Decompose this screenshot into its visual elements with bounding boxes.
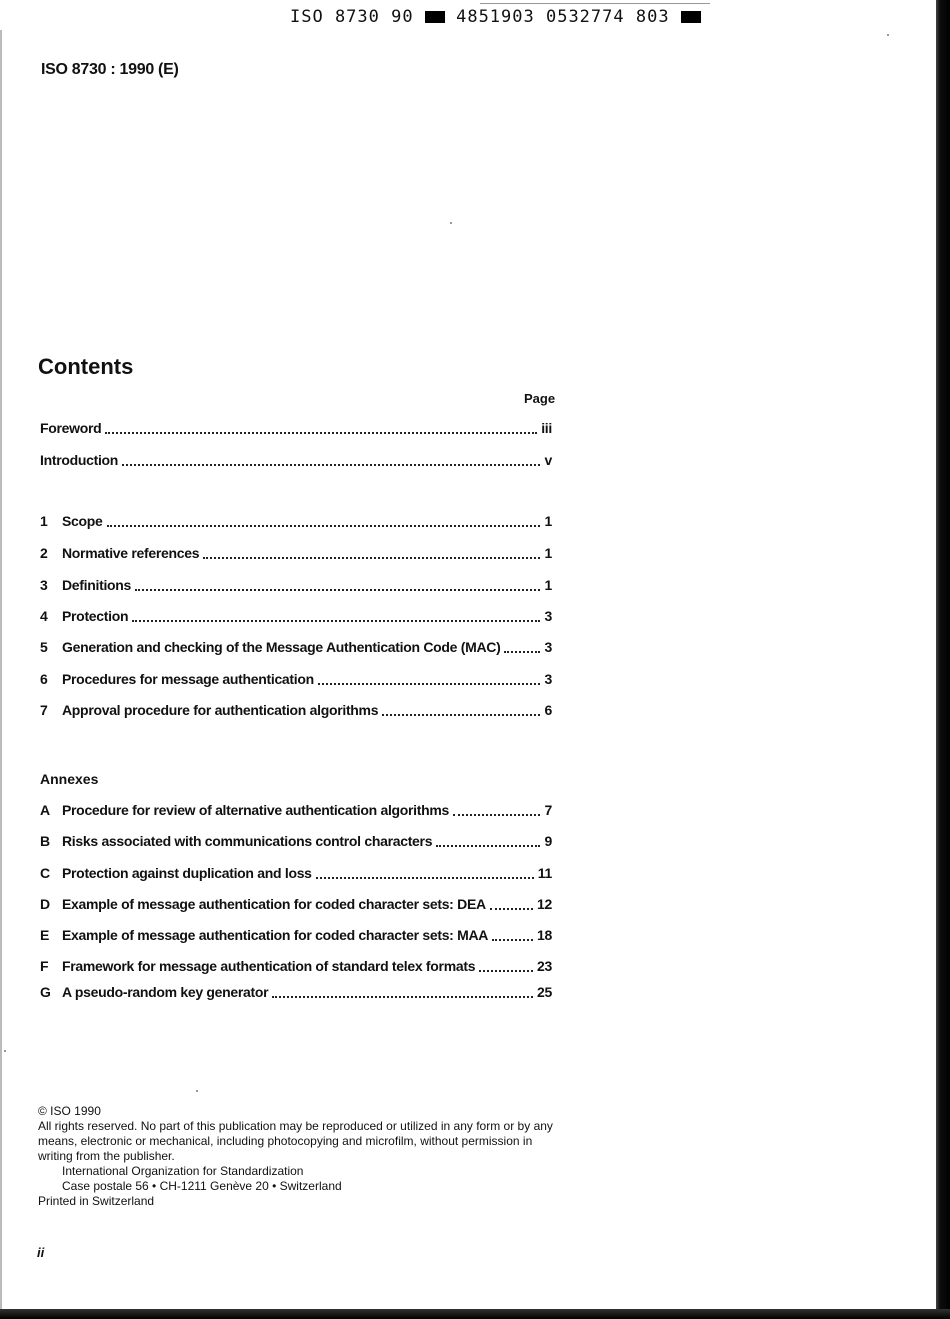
dot-leader	[436, 844, 540, 847]
dot-leader	[490, 907, 533, 910]
toc-item-annex-d[interactable]	[40, 896, 552, 914]
toc-item-clause-7[interactable]	[40, 702, 552, 720]
dot-leader	[453, 813, 540, 816]
toc-item-annex-c[interactable]	[40, 865, 552, 883]
toc-item-number: F	[40, 958, 49, 974]
toc-item-title: Framework for message authentication of standard telex formats	[62, 958, 476, 974]
toc-item-page: 11	[537, 865, 552, 881]
document-id: ISO 8730 : 1990 (E)	[41, 61, 179, 78]
toc-item-title: Scope	[62, 513, 103, 529]
toc-item-page: 9	[544, 833, 552, 849]
toc-item-annex-f[interactable]	[40, 958, 552, 976]
contents-title: Contents	[38, 354, 134, 379]
toc-item-title: Example of message authentication for coded character sets: DEA	[62, 896, 486, 912]
toc-item-clause-4[interactable]	[40, 608, 552, 626]
barcode-block-icon	[681, 11, 701, 23]
dot-leader	[107, 524, 540, 527]
toc-item-annex-b[interactable]	[40, 833, 552, 851]
toc-item-title: Example of message authentication for coded character sets: MAA	[62, 927, 489, 943]
scan-edge-right	[936, 0, 950, 1319]
toc-item-page: 18	[537, 927, 552, 943]
toc-item-page: v	[544, 452, 552, 468]
toc-item-foreword[interactable]	[40, 420, 552, 438]
printed-in: Printed in Switzerland	[38, 1194, 155, 1208]
toc-item-title: Risks associated with communications control characters	[62, 833, 433, 849]
dot-leader	[318, 682, 540, 685]
catalog-code-right: 4851903 0532774 803	[456, 7, 670, 27]
scan-speck	[887, 34, 889, 36]
toc-item-title: Definitions	[62, 577, 132, 593]
toc-item-clause-6[interactable]	[40, 671, 552, 689]
toc-item-page: 3	[544, 608, 552, 624]
catalog-code-left: ISO 8730 90	[290, 7, 414, 27]
catalog-header-code	[290, 7, 701, 27]
page-number: ii	[37, 1245, 45, 1260]
dot-leader	[135, 588, 540, 591]
scan-speck	[196, 1090, 198, 1092]
toc-item-title: Foreword	[40, 420, 102, 436]
toc-item-title: Procedure for review of alternative authentication algorithms	[62, 802, 450, 818]
toc-item-page: 23	[537, 958, 552, 974]
toc-item-number: A	[40, 802, 50, 818]
toc-item-introduction[interactable]	[40, 452, 552, 470]
toc-item-clause-2[interactable]	[40, 545, 552, 563]
toc-item-clause-5[interactable]	[40, 639, 552, 657]
toc-item-number: D	[40, 896, 50, 912]
dot-leader	[132, 619, 540, 622]
toc-item-page: 25	[537, 984, 552, 1000]
dot-leader	[122, 463, 540, 466]
dot-leader	[492, 938, 533, 941]
toc-item-number: 7	[40, 702, 48, 718]
toc-item-number: G	[40, 984, 51, 1000]
toc-item-clause-1[interactable]	[40, 513, 552, 531]
toc-item-page: 12	[537, 896, 552, 912]
toc-item-title: Protection against duplication and loss	[62, 865, 312, 881]
scan-edge-bottom	[0, 1309, 950, 1319]
annexes-heading: Annexes	[40, 771, 99, 787]
barcode-block-icon	[425, 11, 445, 23]
scan-edge-left	[0, 30, 2, 1310]
dot-leader	[203, 556, 540, 559]
publisher-org: International Organization for Standardization	[62, 1164, 304, 1178]
toc-item-number: C	[40, 865, 50, 881]
toc-item-title: Approval procedure for authentication algorithms	[62, 702, 379, 718]
toc-item-page: 1	[544, 545, 552, 561]
publisher-address: Case postale 56 • CH-1211 Genève 20 • Switzerland	[62, 1179, 342, 1193]
dot-leader	[504, 650, 540, 653]
toc-item-clause-3[interactable]	[40, 577, 552, 595]
toc-item-page: 7	[544, 802, 552, 818]
header-rule	[480, 3, 710, 4]
dot-leader	[316, 876, 534, 879]
toc-item-number: 6	[40, 671, 48, 687]
toc-item-page: 6	[544, 702, 552, 718]
scan-speck	[450, 222, 452, 224]
toc-item-title: Protection	[62, 608, 129, 624]
toc-item-annex-g[interactable]	[40, 984, 552, 1002]
toc-item-annex-a[interactable]	[40, 802, 552, 820]
toc-item-page: 1	[544, 513, 552, 529]
toc-item-title: Normative references	[62, 545, 200, 561]
toc-item-number: 4	[40, 608, 48, 624]
toc-item-title: Procedures for message authentication	[62, 671, 314, 687]
toc-item-page: iii	[541, 420, 552, 436]
toc-item-page: 3	[544, 671, 552, 687]
toc-item-title: Introduction	[40, 452, 119, 468]
toc-item-number: 2	[40, 545, 48, 561]
dot-leader	[479, 969, 533, 972]
toc-item-annex-e[interactable]	[40, 927, 552, 945]
toc-item-number: 5	[40, 639, 48, 655]
toc-item-page: 3	[544, 639, 552, 655]
toc-item-number: 1	[40, 513, 48, 529]
toc-item-title: Generation and checking of the Message Authentication Code (MAC)	[62, 639, 501, 655]
dot-leader	[272, 995, 533, 998]
dot-leader	[382, 713, 540, 716]
copyright-line: © ISO 1990	[38, 1104, 101, 1118]
copyright-notice	[38, 1104, 563, 1209]
scan-speck	[4, 1050, 6, 1052]
page-column-label: Page	[524, 391, 556, 406]
toc-item-number: 3	[40, 577, 48, 593]
toc-item-title: A pseudo-random key generator	[62, 984, 269, 1000]
dot-leader	[105, 431, 537, 434]
toc-item-page: 1	[544, 577, 552, 593]
toc-item-number: B	[40, 833, 50, 849]
toc-item-number: E	[40, 927, 50, 943]
rights-statement: All rights reserved. No part of this publication may be reproduced or utilized in any form or by any means, electronic or mechanical, including photocopying and microfilm, without permission in writing from the publisher.	[38, 1119, 553, 1163]
